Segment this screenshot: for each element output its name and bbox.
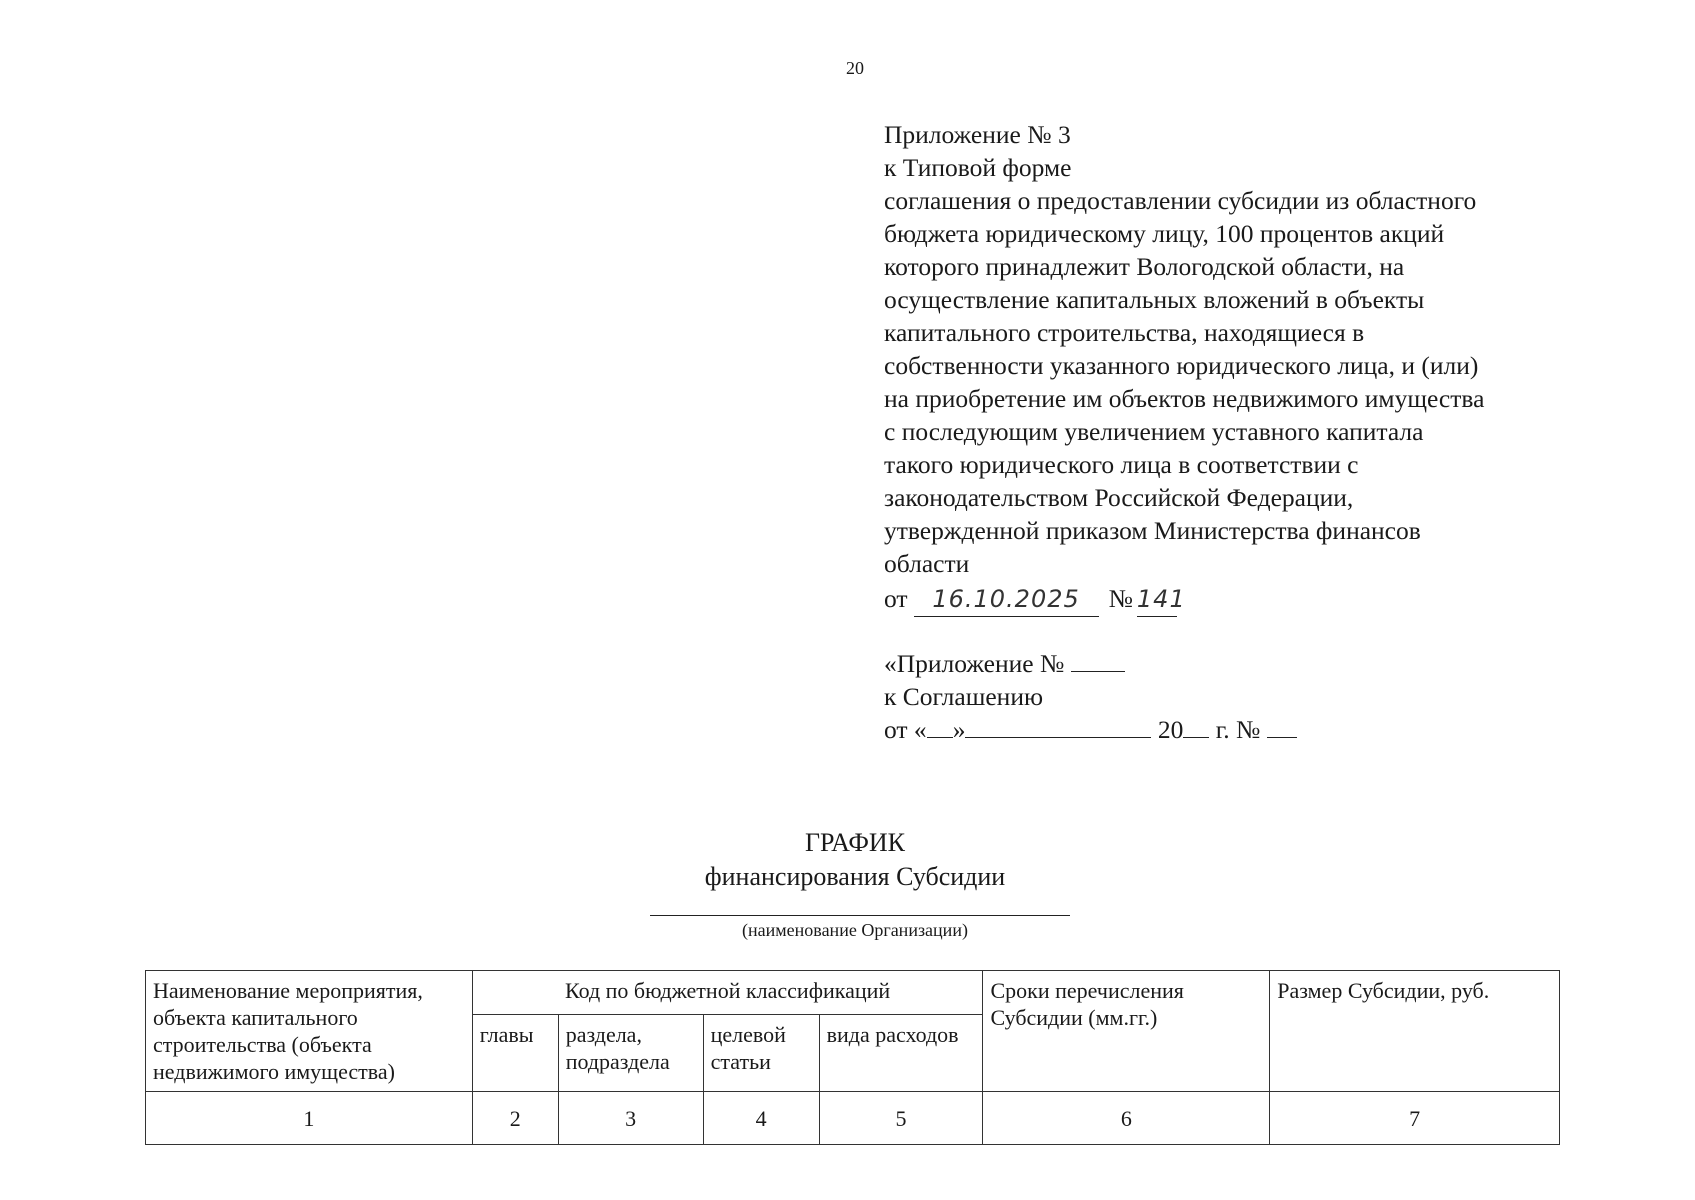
handwritten-number: 141 xyxy=(1137,583,1177,617)
appendix-header xyxy=(884,118,1584,617)
blank-agreement-number xyxy=(1267,715,1297,738)
blank-appendix-number xyxy=(1071,649,1125,672)
column-number: 3 xyxy=(558,1092,703,1145)
column-number: 2 xyxy=(472,1092,558,1145)
document-subtitle: финансирования Субсидии xyxy=(704,862,1006,891)
appendix-line: капитального строительства, находящиеся в xyxy=(884,318,1365,347)
page-number: 20 xyxy=(846,58,864,78)
header-target-article: целевой статьи xyxy=(703,1015,819,1092)
blank-year xyxy=(1183,715,1209,738)
appendix-line: утвержденной приказом Министерства финансов xyxy=(884,516,1421,545)
table-header-row xyxy=(146,971,1560,1015)
agreement-year-prefix: 20 xyxy=(1157,715,1184,744)
agreement-line-1 xyxy=(884,647,1297,680)
appendix-line: Приложение № 3 xyxy=(884,120,1071,149)
appendix-line: законодательством Российской Федерации, xyxy=(884,483,1354,512)
appendix-line: бюджета юридическому лицу, 100 процентов акций xyxy=(884,219,1445,248)
appendix-line: которого принадлежит Вологодской области, на xyxy=(884,252,1405,281)
document-title: ГРАФИК xyxy=(805,828,905,857)
organization-caption: (наименование Организации) xyxy=(742,920,968,940)
column-number: 5 xyxy=(819,1092,983,1145)
column-number: 1 xyxy=(146,1092,473,1145)
agreement-quote-close: » xyxy=(952,715,966,744)
blank-month xyxy=(965,715,1151,738)
header-transfer-dates: Сроки перечисления Субсидии (мм.гг.) xyxy=(983,971,1270,1092)
header-section: раздела, подраздела xyxy=(558,1015,703,1092)
agreement-appendix-label: «Приложение № xyxy=(884,649,1065,678)
agreement-date-prefix: от « xyxy=(884,715,927,744)
financing-schedule-table xyxy=(145,970,1560,1145)
handwritten-date: 16.10.2025 xyxy=(914,583,1099,617)
column-number: 6 xyxy=(983,1092,1270,1145)
appendix-line: к Типовой форме xyxy=(884,153,1072,182)
agreement-reference xyxy=(884,647,1297,746)
appendix-line: области xyxy=(884,549,970,578)
appendix-line: осуществление капитальных вложений в объекты xyxy=(884,285,1425,314)
column-number: 7 xyxy=(1270,1092,1560,1145)
organization-name-line xyxy=(650,915,1070,916)
header-chapter: главы xyxy=(472,1015,558,1092)
header-subsidy-amount: Размер Субсидии, руб. xyxy=(1270,971,1560,1092)
appendix-line: такого юридического лица в соответствии с xyxy=(884,450,1359,479)
number-prefix: № xyxy=(1108,584,1133,613)
date-prefix: от xyxy=(884,584,908,613)
blank-day xyxy=(927,715,953,738)
table-number-row xyxy=(146,1092,1560,1145)
agreement-line-2: к Соглашению xyxy=(884,682,1044,711)
header-expense-type: вида расходов xyxy=(819,1015,983,1092)
approval-date-row xyxy=(884,582,1584,617)
appendix-line: собственности указанного юридического лица, и (или) xyxy=(884,351,1479,380)
appendix-line: на приобретение им объектов недвижимого имущества xyxy=(884,384,1485,413)
header-event-name: Наименование мероприятия, объекта капитального строительства (объекта недвижимого имущества) xyxy=(146,971,473,1092)
agreement-line-3 xyxy=(884,713,1297,746)
header-budget-code: Код по бюджетной классификаций xyxy=(472,971,983,1015)
column-number: 4 xyxy=(703,1092,819,1145)
appendix-line: соглашения о предоставлении субсидии из областного xyxy=(884,186,1477,215)
appendix-line: с последующим увеличением уставного капитала xyxy=(884,417,1424,446)
agreement-number-label: г. № xyxy=(1215,715,1261,744)
